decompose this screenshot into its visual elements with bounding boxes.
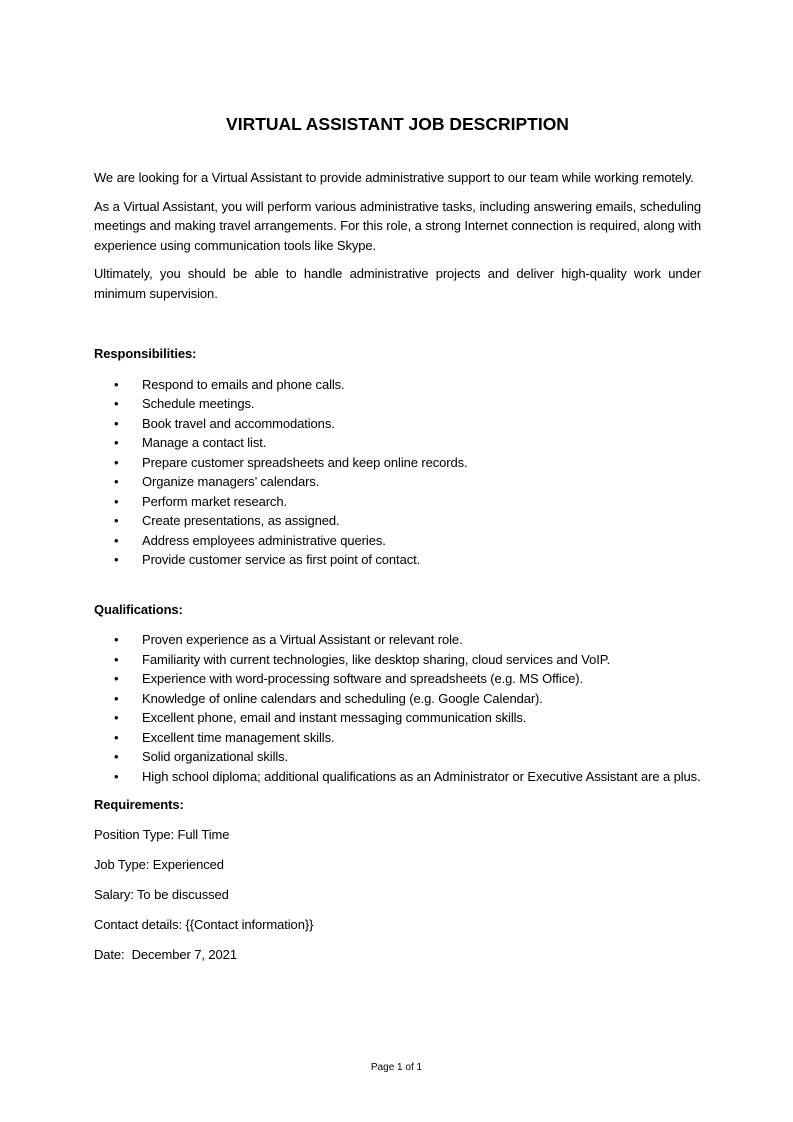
qualification-text: Experience with word-processing software and spreadsheets (e.g. MS Office). — [142, 671, 583, 686]
bullet-icon: • — [114, 552, 119, 567]
document-body — [94, 112, 701, 975]
intro-paragraph-3: Ultimately, you should be able to handle administrative projects and deliver high-quality work under minimum supervision. — [94, 266, 701, 301]
qualification-text: Familiarity with current technologies, like desktop sharing, cloud services and VoIP. — [142, 651, 611, 667]
bullet-icon: • — [114, 493, 119, 509]
responsibility-item — [94, 472, 701, 492]
bullet-icon: • — [114, 396, 119, 411]
bullet-icon: • — [114, 690, 119, 706]
responsibilities-list — [94, 375, 701, 570]
qualification-text: Proven experience as a Virtual Assistant or relevant role. — [142, 632, 463, 647]
qualification-text: Solid organizational skills. — [142, 749, 289, 764]
qualification-item — [94, 650, 701, 670]
responsibility-item — [94, 375, 701, 395]
position-type: Position Type: Full Time — [94, 826, 230, 842]
date: Date: December 7, 2021 — [94, 946, 237, 962]
responsibility-item — [94, 414, 701, 434]
qualification-text: Excellent time management skills. — [142, 729, 335, 745]
bullet-icon: • — [114, 768, 119, 784]
responsibility-item — [94, 394, 701, 414]
document-title: VIRTUAL ASSISTANT JOB DESCRIPTION — [226, 114, 569, 134]
qualification-item — [94, 767, 701, 787]
responsibility-text: Manage a contact list. — [142, 435, 267, 450]
intro-paragraph-2: As a Virtual Assistant, you will perform various administrative tasks, including answering emails, scheduling meetings and making travel arrangements. For this role, a strong Internet connection is required, along with experience using communication tools like Skype. — [94, 198, 701, 253]
responsibility-text: Perform market research. — [142, 493, 287, 509]
page-number-footer: Page 1 of 1 — [370, 1062, 423, 1073]
qualification-text: Knowledge of online calendars and scheduling (e.g. Google Calendar). — [142, 690, 543, 706]
bullet-icon: • — [114, 671, 119, 686]
qualification-item — [94, 630, 701, 650]
bullet-icon: • — [114, 710, 119, 725]
responsibility-item — [94, 492, 701, 512]
bullet-icon: • — [114, 435, 119, 450]
responsibility-item — [94, 511, 701, 531]
bullet-icon: • — [114, 474, 119, 489]
qualification-item — [94, 728, 701, 748]
qualification-item — [94, 708, 701, 728]
qualification-item — [94, 689, 701, 709]
bullet-icon: • — [114, 729, 119, 745]
intro-paragraph-1: We are looking for a Virtual Assistant to provide administrative support to our team while working remotely. — [94, 170, 694, 185]
responsibility-item — [94, 453, 701, 473]
responsibility-item — [94, 531, 701, 551]
qualification-text: High school diploma; additional qualifications as an Administrator or Executive Assistant are a plus. — [142, 768, 701, 784]
salary: Salary: To be discussed — [94, 886, 229, 902]
responsibility-text: Provide customer service as first point of contact. — [142, 552, 421, 567]
bullet-icon: • — [114, 532, 119, 548]
bullet-icon: • — [114, 454, 119, 470]
bullet-icon: • — [114, 651, 119, 667]
qualification-item — [94, 669, 701, 689]
bullet-icon: • — [114, 632, 119, 647]
responsibility-text: Book travel and accommodations. — [142, 415, 335, 431]
qualification-item — [94, 747, 701, 767]
bullet-icon: • — [114, 513, 119, 528]
qualification-text: Excellent phone, email and instant messaging communication skills. — [142, 710, 527, 725]
responsibility-text: Organize managers’ calendars. — [142, 474, 320, 489]
responsibility-text: Address employees administrative queries. — [142, 532, 386, 548]
responsibility-item — [94, 433, 701, 453]
bullet-icon: • — [114, 749, 119, 764]
responsibility-text: Respond to emails and phone calls. — [142, 376, 345, 392]
responsibility-text: Schedule meetings. — [142, 396, 255, 411]
job-type: Job Type: Experienced — [94, 856, 224, 872]
contact-details: Contact details: {{Contact information}} — [94, 916, 314, 932]
responsibilities-heading: Responsibilities: — [94, 346, 197, 361]
requirements-heading: Requirements: — [94, 797, 184, 812]
responsibility-text: Prepare customer spreadsheets and keep online records. — [142, 454, 468, 470]
bullet-icon: • — [114, 376, 119, 392]
bullet-icon: • — [114, 415, 119, 431]
qualifications-list — [94, 630, 701, 786]
responsibility-text: Create presentations, as assigned. — [142, 513, 340, 528]
qualifications-heading: Qualifications: — [94, 601, 183, 617]
responsibility-item — [94, 550, 701, 570]
